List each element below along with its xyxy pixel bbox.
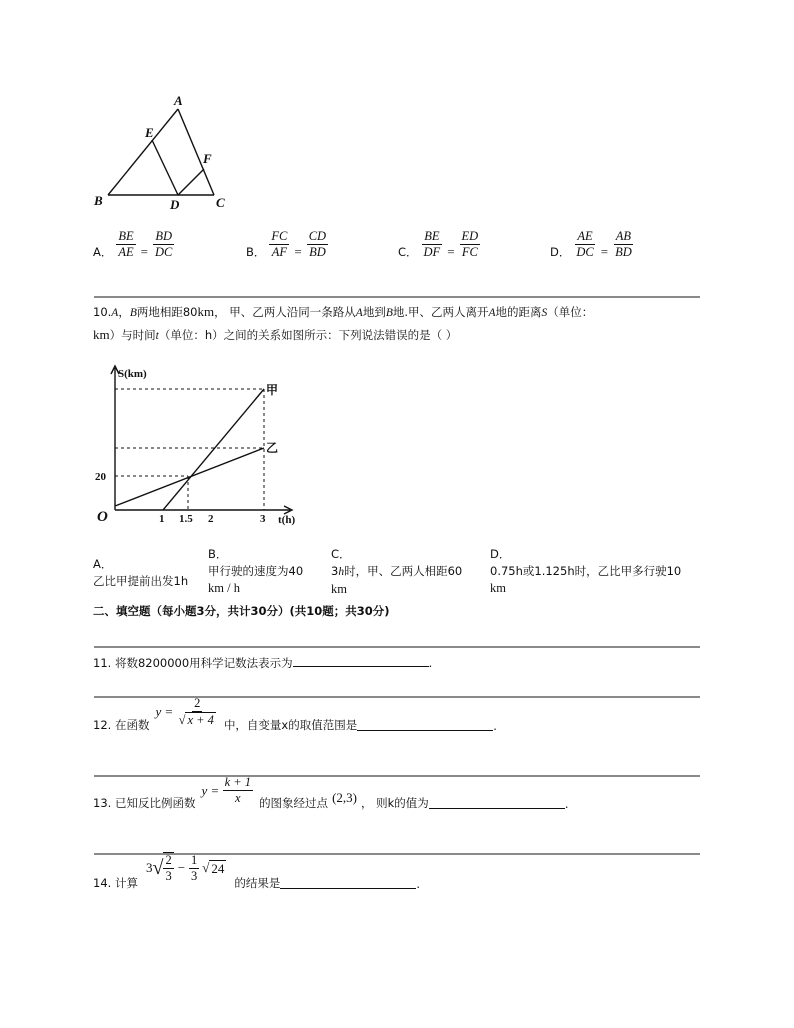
- side-ba: [108, 109, 178, 195]
- question-11: [93, 654, 432, 671]
- radicand: x + 4: [187, 713, 214, 727]
- denominator: DC: [155, 245, 173, 259]
- text: 两地相距80: [136, 305, 198, 319]
- var-b: B: [129, 307, 137, 319]
- formula: [201, 775, 253, 806]
- denominator: √ x + 4: [178, 713, 214, 727]
- fraction: [269, 229, 289, 260]
- q10-option-a[interactable]: [93, 556, 205, 590]
- numerator: ED: [461, 229, 479, 243]
- series-label-jia: 甲: [266, 383, 279, 397]
- question-text: 的图象经过点: [259, 796, 329, 810]
- text: 地.甲、乙两人离开: [392, 305, 489, 319]
- origin-label: O: [97, 509, 108, 525]
- minus-sign: −: [177, 860, 186, 875]
- x-tick-3: 3: [260, 513, 266, 525]
- x-tick-2: 2: [208, 513, 214, 525]
- text: 地到: [362, 305, 386, 319]
- q9-option-d[interactable]: [550, 229, 634, 260]
- fraction: [422, 229, 443, 260]
- question-text: 12. 在函数: [93, 718, 150, 732]
- answer-blank[interactable]: [280, 876, 416, 889]
- equals-sign: =: [600, 244, 609, 259]
- fraction: [153, 229, 174, 260]
- fraction: [177, 696, 218, 728]
- text: ，: [118, 305, 130, 319]
- answer-blank[interactable]: [357, 718, 493, 731]
- line-jia: [163, 389, 264, 510]
- question-text: 中，自变量x的取值范围是: [223, 718, 358, 732]
- option-text-unit: km: [331, 582, 347, 596]
- option-text-unit: km: [490, 581, 506, 595]
- y-axis-label: S(km): [118, 368, 147, 380]
- fraction: [116, 229, 135, 260]
- numerator: CD: [308, 229, 327, 243]
- equals-sign: =: [294, 244, 302, 259]
- denominator: FC: [461, 245, 478, 259]
- segment-ed: [152, 140, 178, 195]
- divider: [94, 646, 700, 648]
- option-label: B．: [208, 547, 228, 561]
- label-b: B: [94, 193, 103, 208]
- text: 3: [331, 564, 339, 578]
- var-h: h: [338, 566, 345, 578]
- section-heading: 二、填空题（每小题3分，共计30分）(共10题；共30分): [93, 604, 390, 618]
- question-text: ， 则k的值为: [360, 796, 429, 810]
- option-text-unit: km / h: [208, 581, 240, 595]
- denominator: BD: [309, 245, 326, 259]
- q10-option-c[interactable]: [331, 546, 487, 598]
- answer-blank[interactable]: [429, 796, 565, 809]
- option-label: D．: [490, 547, 511, 561]
- x-tick-1.5: 1.5: [179, 513, 193, 525]
- var-a: A: [111, 307, 119, 319]
- text: .: [493, 719, 497, 733]
- question-number: 10.: [93, 305, 112, 319]
- series-label-yi: 乙: [266, 441, 279, 455]
- divider: [94, 296, 700, 298]
- question-14: [93, 852, 421, 894]
- denominator: AF: [271, 245, 288, 259]
- x-axis-label: t(h): [278, 514, 296, 526]
- option-label: A．: [93, 245, 113, 259]
- text: .: [564, 797, 569, 811]
- equals-sign: =: [165, 704, 173, 719]
- label-e: E: [145, 125, 154, 140]
- fraction: [223, 775, 253, 806]
- numerator: 1: [191, 852, 198, 867]
- coefficient: 3: [145, 860, 153, 875]
- text: 时，甲、乙两人相距60: [344, 564, 463, 578]
- q9-option-c[interactable]: [398, 229, 480, 260]
- denominator: 3: [165, 869, 172, 883]
- fraction: [613, 229, 634, 260]
- numerator: BE: [424, 229, 440, 243]
- equals-sign: =: [140, 244, 148, 259]
- formula: [146, 852, 226, 884]
- label-d: D: [170, 197, 180, 212]
- text: （单位：h）之间的关系如图所示：下列说法错误的是（ ）: [158, 328, 458, 342]
- label-c: C: [216, 195, 225, 210]
- equals-sign: =: [447, 244, 455, 259]
- var-t: t: [155, 330, 159, 342]
- radical-sign: √: [152, 856, 164, 879]
- label-f: F: [203, 151, 212, 166]
- q10-option-b[interactable]: [208, 546, 326, 597]
- numerator: k + 1: [224, 775, 252, 789]
- numerator: 2: [194, 696, 201, 710]
- unit-km: km: [93, 327, 110, 342]
- numerator: FC: [271, 229, 288, 243]
- text: 地的距离: [495, 305, 542, 319]
- point-coordinates: (2,3): [332, 790, 357, 805]
- question-13: [93, 775, 569, 814]
- label-a: A: [174, 93, 183, 108]
- option-text: 乙比甲提前出发1h: [93, 574, 189, 588]
- text: ， 甲、乙两人沿同一条路从: [214, 305, 356, 319]
- distance-time-graph: [90, 360, 305, 530]
- option-label: D．: [550, 245, 571, 259]
- question-text: 11. 将数8200000用科学记数法表示为: [93, 656, 293, 670]
- denominator: DC: [576, 245, 594, 259]
- numerator: AE: [577, 229, 593, 243]
- radicand: 24: [211, 860, 225, 876]
- var-y: y: [155, 704, 162, 719]
- denominator: AE: [118, 245, 134, 259]
- numerator: 2: [165, 853, 172, 867]
- option-label: B．: [246, 245, 266, 259]
- text: .: [416, 877, 421, 891]
- y-tick-20: 20: [95, 471, 106, 483]
- text: .: [428, 656, 433, 670]
- q9-option-a[interactable]: [93, 229, 174, 260]
- x-tick-1: 1: [159, 513, 165, 525]
- var-y: y: [201, 782, 208, 798]
- fraction: [163, 852, 173, 884]
- q9-option-b[interactable]: [246, 229, 328, 260]
- option-text: [331, 563, 487, 581]
- question-text: 13. 已知反比例函数: [93, 796, 196, 810]
- formula: [155, 696, 217, 728]
- option-label: C．: [331, 547, 351, 561]
- option-label: C．: [398, 245, 418, 259]
- denominator: x: [235, 791, 241, 805]
- text: （单位：: [547, 305, 594, 319]
- denominator: DF: [423, 245, 441, 259]
- denominator: 3: [191, 868, 198, 883]
- divider: [94, 775, 700, 777]
- text: ）与时间: [109, 328, 156, 342]
- answer-blank[interactable]: [293, 654, 429, 667]
- var-a: A: [355, 307, 363, 319]
- fraction: [460, 229, 481, 260]
- numerator: AB: [615, 229, 632, 243]
- numerator: BD: [155, 229, 173, 243]
- var-a: A: [488, 307, 496, 319]
- fraction: [307, 229, 328, 260]
- var-s: S: [541, 307, 548, 319]
- fraction: [574, 229, 595, 260]
- var-b: B: [385, 307, 393, 319]
- unit-km: km: [197, 304, 215, 319]
- numerator: BE: [118, 229, 134, 243]
- triangle-figure: [90, 92, 240, 214]
- question-12: [93, 696, 497, 736]
- denominator: BD: [615, 245, 632, 259]
- line-yi: [115, 448, 264, 506]
- option-text: 甲行驶的速度为40: [208, 564, 304, 578]
- fraction: [189, 853, 199, 884]
- segment-df: [178, 169, 204, 195]
- radical-sign: √: [202, 860, 210, 875]
- q10-stem-line1: [93, 304, 593, 320]
- option-text: 0.75h或1.125h时，乙比甲多行驶10: [490, 564, 682, 578]
- question-text: 的结果是: [234, 876, 281, 890]
- q10-stem-line2: [93, 327, 457, 343]
- q10-option-d[interactable]: [490, 546, 700, 597]
- option-label: A．: [93, 557, 113, 571]
- question-text: 14. 计算: [93, 876, 138, 890]
- equals-sign: =: [211, 782, 219, 798]
